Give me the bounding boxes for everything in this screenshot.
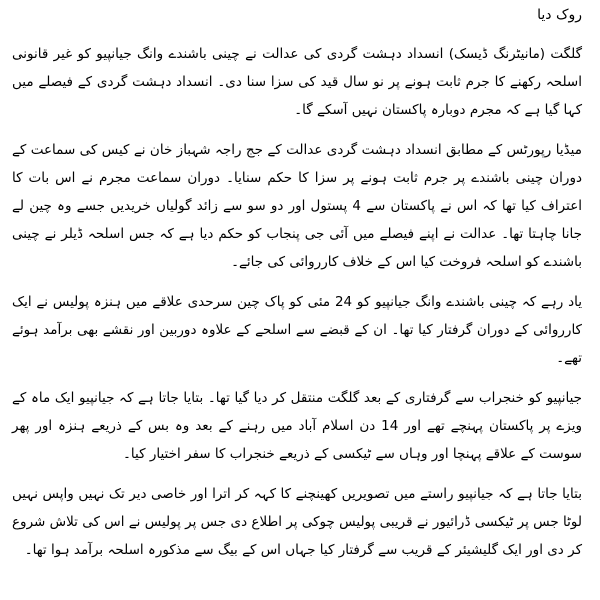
article-heading: روک دیا — [537, 7, 582, 23]
article-paragraph-3: یاد رہے کہ چینی باشندے وانگ جیانپیو کو 24 مئی کو پاک چین سرحدی علاقے میں ہنزہ پولیس نے ایک کارروائی کے دوران گرفتار کیا تھا۔ ان کے قبضے سے اسلحے کے علاوہ دوربین اور نقشے بھی برآمد ہوئے تھے۔ — [12, 294, 582, 366]
article-paragraph-1: گلگت (مانیٹرنگ ڈیسک) انسداد دہشت گردی کی عدالت نے چینی باشندے وانگ جیانپیو کو غیر قانونی اسلحہ رکھنے کا جرم ثابت ہونے پر نو سال قید کی سزا سنا دی۔ انسداد دہشت گردی کے فیصلے میں کہا گیا ہے کہ مجرم دوبارہ پاکستان نہیں آسکے گا۔ — [12, 46, 582, 118]
article-paragraph-5: بتایا جاتا ہے کہ جیانپیو راستے میں تصویریں کھینچنے کا کہہ کر اترا اور خاصی دیر تک نہیں واپس نہیں لوٹا جس پر ٹیکسی ڈرائیور نے قریبی پولیس چوکی پر اطلاع دی جس پر پولیس نے اس کی تلاش شروع کر دی اور ایک گلیشیئر کے قریب سے گرفتار کیا جہاں اس کے بیگ سے مذکورہ اسلحہ برآمد ہوا تھا۔ — [12, 486, 582, 558]
article-paragraph-4: جیانپیو کو خنجراب سے گرفتاری کے بعد گلگت منتقل کر دیا گیا تھا۔ بتایا جاتا ہے کہ جیانپیو ایک ماہ کے ویزے پر پاکستان پہنچے تھے اور 14 دن اسلام آباد میں رہنے کے بعد وہ بس کے ذریعے ہنزہ اور پھر سوست کے علاقے پہنچا اور وہاں سے ٹیکسی کے ذریعے خنجراب کا سفر اختیار کیا۔ — [12, 390, 582, 462]
article-paragraph-2: میڈیا رپورٹس کے مطابق انسداد دہشت گردی عدالت کے جج راجہ شہباز خان نے کیس کی سماعت کے دوران چینی باشندے پر جرم ثابت ہونے پر سزا کا حکم سنایا۔ دوران سماعت مجرم نے اس بات کا اعتراف کیا تھا کہ اس نے پاکستان سے 4 پستول اور دو سو سے زائد گولیاں خریدیں جسے وہ چین لے جانا چاہتا تھا۔ عدالت نے اپنے فیصلے میں آئی جی پنجاب کو حکم دیا ہے کہ جس اسلحہ ڈیلر نے چینی باشندے کو اسلحہ فروخت کیا اس کے خلاف کارروائی کی جائے۔ — [12, 142, 583, 270]
